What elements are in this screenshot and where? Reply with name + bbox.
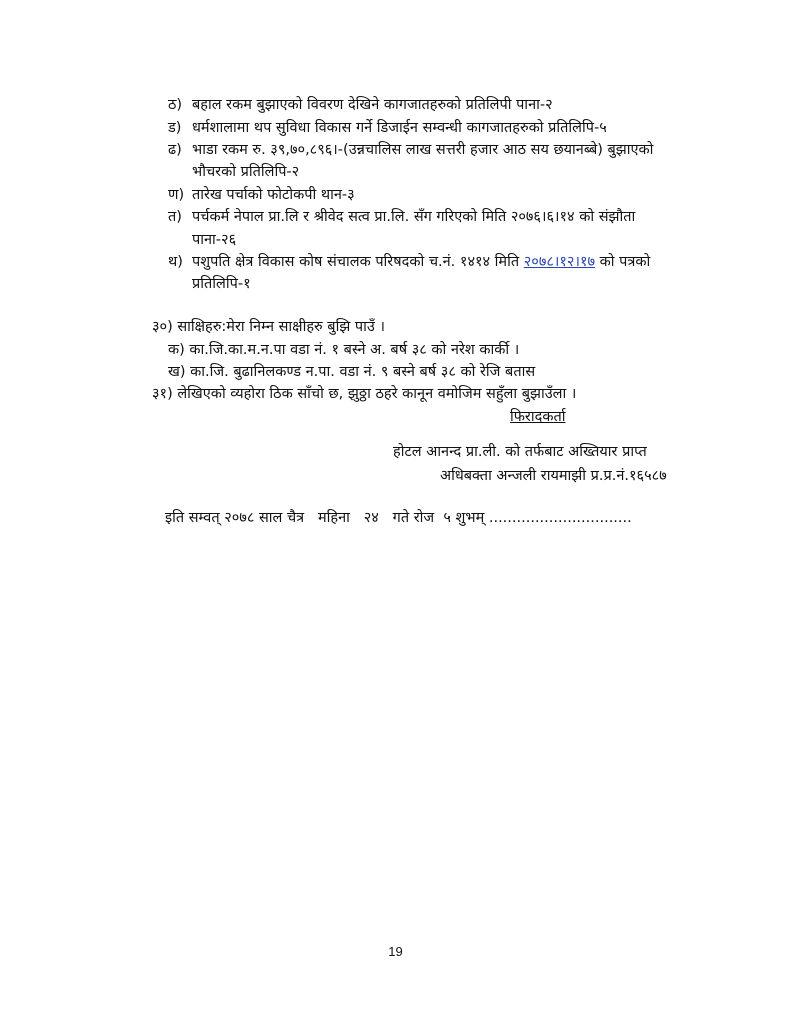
signatory-line-1: होटल आनन्द प्रा.ली. को तर्फबाट अख्तियार प्राप्त: [393, 444, 647, 460]
attachment-tha2-text: [192, 252, 650, 272]
attachment-tha2-text-before: पशुपति क्षेत्र विकास कोष संचालक परिषदको च.नं. १४१४ मिति: [192, 254, 524, 270]
attachment-ta-marker: त): [168, 209, 182, 225]
attachment-da-text: धर्मशालामा थप सुविधा विकास गर्ने डिजाईन सम्वन्धी कागजातहरुको प्रतिलिपि-५: [192, 120, 607, 136]
witness-item: ख) का.जि. बुढानिलकण्ड न.पा. वडा नं. ९ बस्ने बर्ष ३८ को रेजि बतास: [168, 364, 536, 380]
attachment-na-text: तारेख पर्चाको फोटोकपी थान-३: [192, 187, 355, 203]
witness-item: क) का.जि.का.म.न.पा वडा नं. १ बस्ने अ. बर्ष ३८ को नरेश कार्की ।: [168, 342, 520, 358]
attachment-dha-text: भाडा रकम रु. ३९,७०,८९६।-(उन्नचालिस लाख सत्तरी हजार आठ सय छयानब्बे) बुझाएको: [192, 142, 654, 158]
witnesses-heading: ३०) साक्षिहरु:मेरा निम्न साक्षीहरु बुझि पाउँ ।: [152, 319, 385, 335]
attachment-da-marker: ड): [168, 120, 182, 136]
attachment-dha-text-cont: भौचरको प्रतिलिपि-२: [192, 164, 300, 180]
attachment-tha2-marker: थ): [168, 254, 183, 270]
letter-date-link[interactable]: २०७८।१२।१७: [523, 254, 596, 270]
page-number: 19: [388, 944, 403, 959]
attachment-dha-marker: ढ): [168, 142, 182, 158]
attachment-ta-text-cont: पाना-२६: [192, 232, 237, 248]
plaintiff-label: फिरादकर्ता: [510, 409, 566, 425]
attachment-tha2-text-after: को पत्रको: [595, 254, 651, 270]
attachment-na-marker: ण): [168, 187, 185, 203]
attachment-tha2-text-cont: प्रतिलिपि-१: [192, 276, 251, 292]
date-line: इति सम्वत् २०७८ साल चैत्र महिना २४ गते रोज ५ शुभम् ...............................: [165, 510, 632, 526]
signatory-line-2: अधिबक्ता अन्जली रायमाझी प्र.प्र.नं.१६५८७: [440, 468, 667, 484]
attachment-ta-text: पर्चकर्म नेपाल प्रा.लि र श्रीवेद सत्व प्रा.लि. सँग गरिएको मिति २०७६।६।१४ को संझौता: [192, 209, 636, 225]
declaration: ३१) लेखिएको व्यहोरा ठिक साँचो छ, झुठ्ठा ठहरे कानून वमोजिम सहुँला बुझाउँला ।: [152, 386, 577, 402]
attachment-tha-text: बहाल रकम बुझाएको विवरण देखिने कागजातहरुको प्रतिलिपी पाना-२: [192, 97, 553, 113]
attachment-tha-marker: ठ): [168, 97, 183, 113]
